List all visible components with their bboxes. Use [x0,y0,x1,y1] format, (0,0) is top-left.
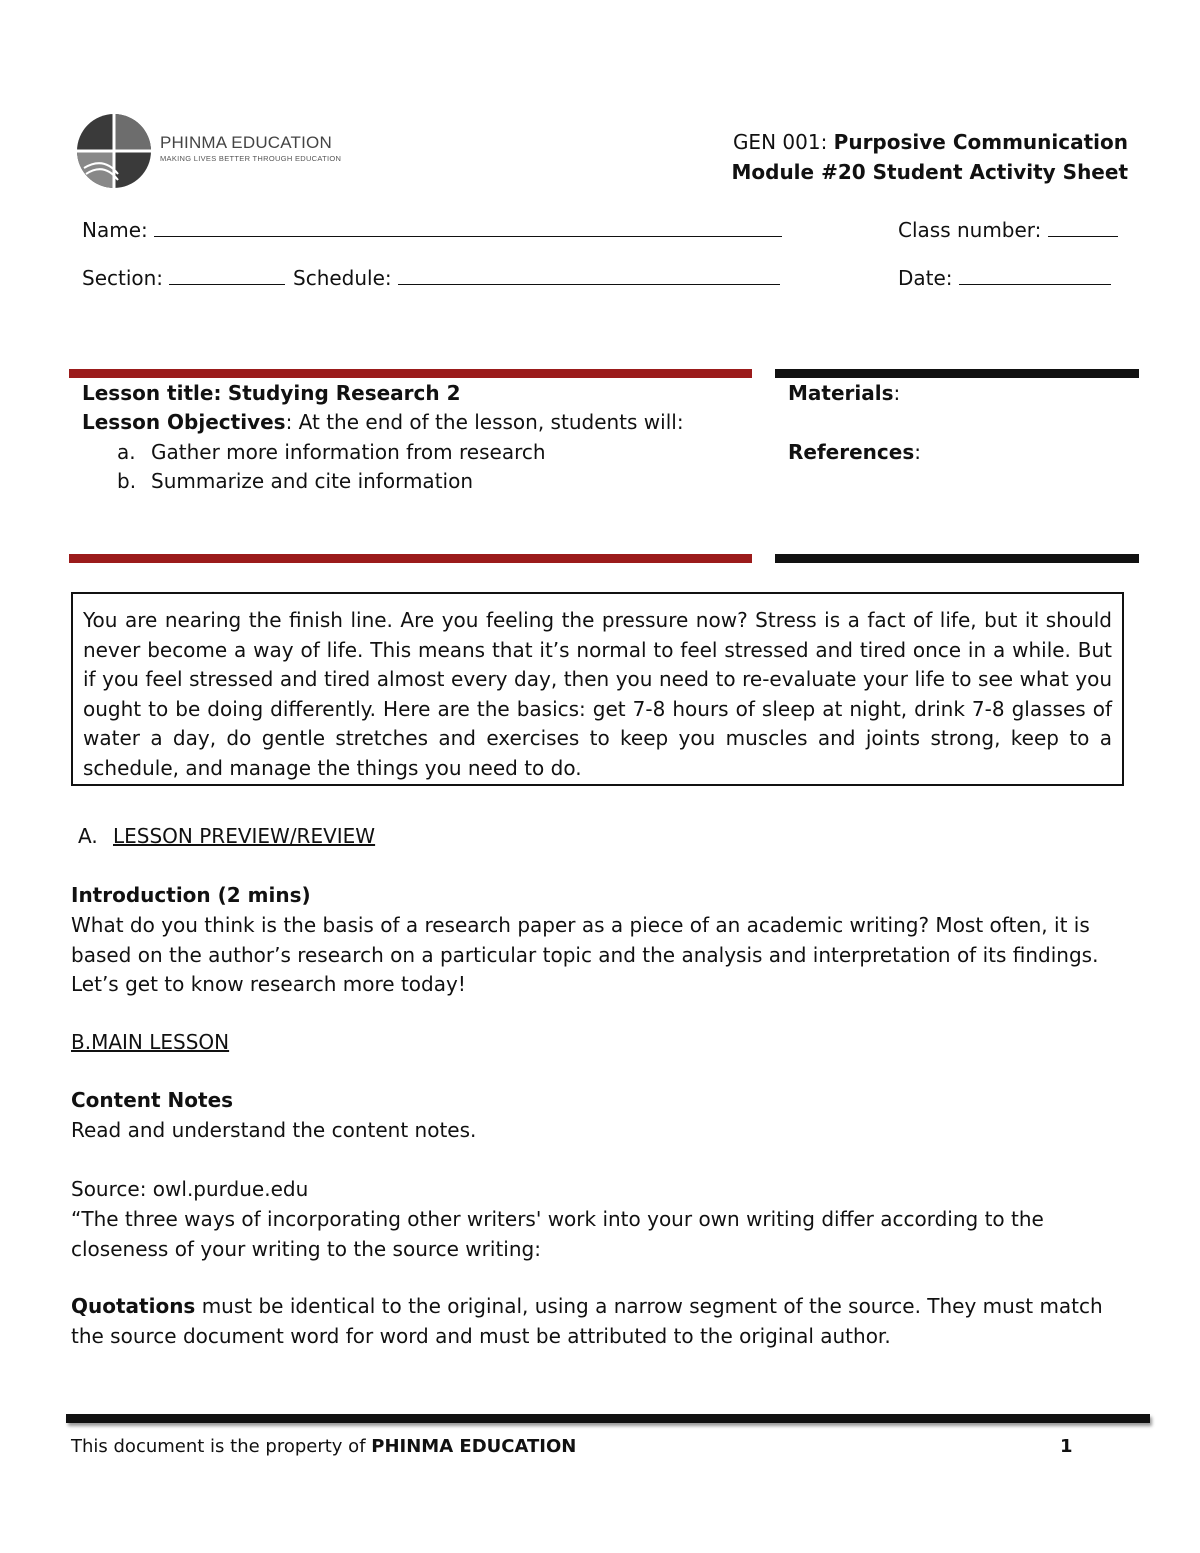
objective-text: Summarize and cite information [151,469,474,493]
class-number-label: Class number: [898,218,1042,242]
module-title: Module #20 Student Activity Sheet [731,160,1128,184]
class-number-blank[interactable] [1048,216,1118,237]
source-line: Source: owl.purdue.edu [71,1177,309,1201]
objective-item [117,438,546,468]
objective-marker: a. [117,440,136,464]
name-label: Name: [82,218,148,242]
references-label: References [788,440,915,464]
footer-ownership [71,1436,576,1457]
section-label: Section: [82,266,164,290]
objective-marker: b. [117,469,137,493]
objectives-label: Lesson Objectives [82,410,286,434]
date-blank[interactable] [959,264,1111,285]
intro-heading: Introduction (2 mins) [71,883,311,907]
callout-text: You are nearing the finish line. Are you feeling the pressure now? Stress is a fact of life, but it should never become a way of life. This means that it’s normal to feel stressed and tired once in a while. But if you feel stressed and tired almost every day, then you need to re-evaluate your life to see what you ought to be doing differently. Here are the basics: get 7-8 hours of sleep at night, drink 7-8 glasses of water a day, do gentle stretches and exercises to keep you muscles and joints strong, keep to a schedule, and manage the things you need to do. [83,608,1112,780]
class-number-field [898,216,1118,246]
materials: Materials: [788,381,901,405]
intro-paragraph: What do you think is the basis of a research paper as a piece of an academic writing? Most often, it is based on the author’s research on a particular topic and the analysis and interpretation of its findings. Let’s get to know research more today! [71,913,1099,996]
content-notes-heading: Content Notes [71,1088,234,1112]
name-blank[interactable] [154,216,782,237]
section-b-title: B.MAIN LESSON [71,1030,230,1054]
page-number: 1 [1060,1436,1073,1457]
footer-bar [66,1414,1150,1423]
name-field [82,216,782,246]
lesson-objectives [82,408,684,438]
objective-item [117,467,473,497]
quote-intro: “The three ways of incorporating other writers' work into your own writing differ according to the closeness of your writing to the source writing: [71,1207,1044,1261]
section-blank[interactable] [169,264,285,285]
date-field [898,264,1111,294]
content-notes-text: Read and understand the content notes. [71,1118,477,1142]
date-label: Date: [898,266,953,290]
materials-label: Materials [788,381,894,405]
footer-text: This document is the property of [71,1436,366,1457]
logo-tagline: MAKING LIVES BETTER THROUGH EDUCATION [160,154,342,163]
lesson-bottom-bar [69,554,752,563]
section-field [82,264,285,294]
quotations-paragraph [71,1292,1133,1351]
lesson-top-bar [69,369,752,378]
section-a-title: LESSON PREVIEW/REVIEW [113,824,376,848]
logo-name: PHINMA EDUCATION [160,133,332,152]
references: References: [788,440,921,464]
quotations-text: must be identical to the original, using a narrow segment of the source. They must match the source document word for word and must be attributed to the original author. [71,1294,1103,1348]
footer-owner: PHINMA EDUCATION [371,1436,577,1457]
schedule-field [293,264,780,294]
course-title: Purposive Communication [833,130,1128,154]
materials-top-bar [775,369,1139,378]
course-heading [733,130,1128,154]
section-a-heading [78,822,375,852]
objectives-intro: : At the end of the lesson, students will: [285,410,684,434]
objective-text: Gather more information from research [151,440,546,464]
motivation-callout [71,592,1124,786]
section-a-marker: A. [78,824,98,848]
materials-bottom-bar [775,554,1139,563]
schedule-label: Schedule: [293,266,392,290]
lesson-title-value: Studying Research 2 [227,381,461,405]
lesson-title-label: Lesson title: [82,381,222,405]
lesson-title [82,379,461,409]
course-code: GEN 001: [732,130,828,154]
schedule-blank[interactable] [398,264,780,285]
logo-globe-icon [74,112,164,190]
quotations-term: Quotations [71,1294,196,1318]
